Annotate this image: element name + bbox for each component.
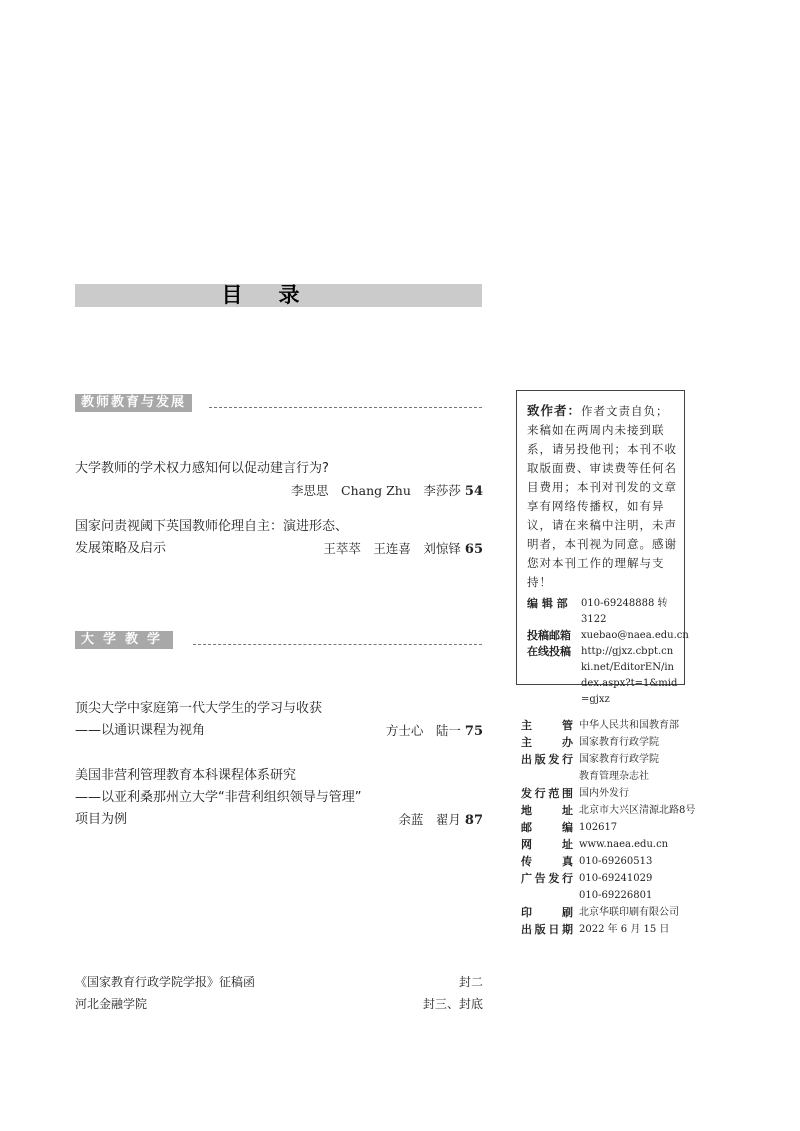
divider [193, 644, 482, 645]
contact-label: 编 辑 部 [527, 597, 568, 610]
colophon-value: 102617 [579, 822, 618, 833]
article-authors: 余蓝 翟月 [398, 812, 461, 827]
article-title: 大学教师的学术权力感知何以促动建言行为? [75, 461, 329, 476]
colophon-label: 出版发行 [521, 753, 573, 766]
toc-entry[interactable] [75, 767, 483, 830]
colophon-label [521, 887, 573, 904]
colophon-value: 010-69260513 [579, 856, 653, 867]
colophon-value: 国内外发行 [579, 788, 629, 799]
article-title: 顶尖大学中家庭第一代大学生的学习与收获 [75, 701, 323, 716]
section-label: 教师教育与发展 [75, 394, 192, 412]
colophon-row [521, 870, 706, 887]
article-title: 美国非营利管理教育本科课程体系研究 [75, 768, 297, 783]
colophon-label [521, 768, 573, 785]
colophon-label: 网址 [521, 838, 573, 851]
author-notice-box [516, 390, 689, 705]
toc-entry[interactable] [75, 460, 483, 501]
footer-title: 《国家教育行政学院学报》征稿函 [75, 975, 256, 989]
footer-page: 封三、封底 [422, 997, 483, 1011]
colophon-row [521, 904, 706, 921]
colophon-value: www.naea.edu.cn [579, 839, 669, 850]
colophon-label: 广告发行 [521, 872, 573, 885]
colophon-value: 教育管理杂志社 [579, 771, 649, 782]
colophon-value: 北京市大兴区清源北路8号 [579, 805, 696, 816]
colophon-value: 国家教育行政学院 [579, 754, 659, 765]
notice-heading: 致作者： [527, 403, 582, 418]
article-title: 国家问责视阈下英国教师伦理自主：演进形态、 [75, 519, 349, 534]
colophon-label: 地址 [521, 804, 573, 817]
article-page: 65 [464, 542, 483, 557]
email-link[interactable]: xuebao@naea.edu.cn [581, 630, 689, 641]
footer-page: 封二 [458, 975, 483, 989]
contact-label: 在线投稿 [527, 645, 571, 658]
colophon-row [521, 717, 706, 734]
colophon-label: 发行范围 [521, 787, 573, 800]
colophon-value: 2022 年 6 月 15 日 [579, 924, 670, 935]
article-page: 54 [464, 484, 483, 499]
colophon-row [521, 734, 706, 751]
article-authors: 方士心 陆一 [385, 723, 461, 738]
colophon-value: 国家教育行政学院 [579, 737, 659, 748]
colophon-row [521, 785, 706, 802]
colophon-label: 主管 [521, 719, 573, 732]
colophon-row [521, 819, 706, 836]
colophon-label: 出版日期 [521, 923, 573, 936]
colophon [521, 717, 706, 938]
colophon-label: 传真 [521, 855, 573, 868]
colophon-row [521, 802, 706, 819]
notice-text: 作者文责自负；来稿如在两周内未接到联系，请另投他刊；本刊不收取版面费、审读费等任何名目费用；本刊对刊发的文章享有网络传播权，如有异议，请在来稿中注明，未声明者，本刊视为同意。感谢您对本刊工作的理解与支持！ [527, 404, 677, 589]
divider [209, 407, 482, 408]
section-header [75, 391, 482, 409]
colophon-row [521, 751, 706, 768]
section-header [75, 628, 482, 646]
colophon-row [521, 887, 706, 904]
colophon-row [521, 921, 706, 938]
article-authors: 李思思 Chang Zhu 李莎莎 [291, 483, 461, 498]
article-subtitle: 项目为例 [75, 812, 128, 827]
contact-value: 010-69248888 转 3122 [581, 598, 668, 625]
toc-entry[interactable] [75, 518, 483, 559]
colophon-value: 010-69241029 [579, 873, 653, 884]
section-label: 大学教学 [75, 631, 173, 649]
colophon-row [521, 853, 706, 870]
article-page: 87 [464, 813, 483, 828]
toc-entry[interactable] [75, 700, 483, 741]
footer-entry[interactable] [75, 995, 483, 1013]
colophon-value: 中华人民共和国教育部 [579, 720, 679, 731]
submission-link[interactable]: http://gjxz.cbpt.cnki.net/EditorEN/index.aspx?t=1&mid=gjxz [581, 646, 678, 705]
colophon-label: 邮编 [521, 821, 573, 834]
contact-label: 投稿邮箱 [527, 629, 571, 642]
page-title: 目录 [75, 284, 482, 307]
article-page: 75 [464, 724, 483, 739]
colophon-value: 北京华联印刷有限公司 [579, 907, 679, 918]
colophon-row [521, 768, 706, 785]
article-subtitle: ——以通识课程为视角 [75, 723, 206, 738]
article-authors: 王萃萃 王连喜 刘惊铎 [323, 541, 461, 556]
colophon-label: 主办 [521, 736, 573, 749]
article-title: 发展策略及启示 [75, 541, 167, 556]
colophon-label: 印刷 [521, 906, 573, 919]
article-subtitle: ——以亚利桑那州立大学“非营利组织领导与管理” [75, 790, 362, 805]
footer-title: 河北金融学院 [75, 997, 148, 1011]
footer-entry[interactable] [75, 973, 483, 991]
colophon-row [521, 836, 706, 853]
colophon-value: 010-69226801 [579, 890, 653, 901]
